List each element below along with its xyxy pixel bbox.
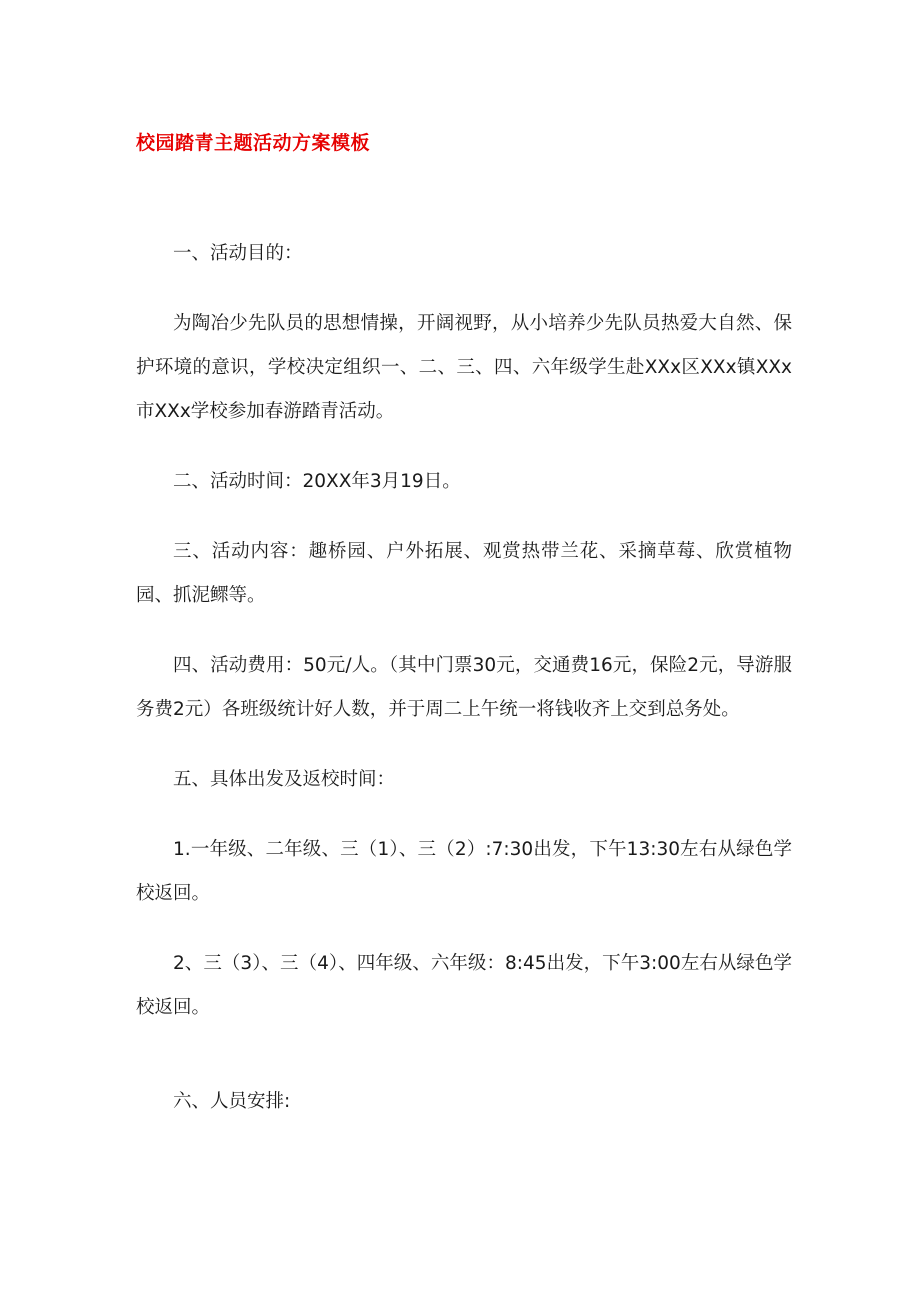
section-heading-purpose: 一、活动目的： <box>173 243 303 264</box>
paragraph-purpose: 为陶冶少先队员的思想情操，开阔视野，从小培养少先队员热爱大自然、保护环境的意识，学校决定组织一、二、三、四、六年级学生赴XXx区XXx镇XXx市XXx学校参加春游踏青活动。 <box>136 313 792 422</box>
section-heading-schedule: 五、具体出发及返校时间： <box>173 769 396 790</box>
paragraph-schedule-2: 2、三（3）、三（4）、四年级、六年级：8:45出发，下午3:00左右从绿色学校返回。 <box>136 953 792 1018</box>
section-heading-staff: 六、人员安排: <box>173 1091 291 1112</box>
paragraph-fees: 四、活动费用：50元/人。（其中门票30元，交通费16元，保险2元，导游服务费2元）各班级统计好人数，并于周二上午统一将钱收齐上交到总务处。 <box>136 655 792 720</box>
document-title: 校园踏青主题活动方案模板 <box>136 132 371 154</box>
paragraph-time: 二、活动时间：20XX年3月19日。 <box>173 471 461 492</box>
paragraph-schedule-1: 1.一年级、二年级、三（1）、三（2）:7:30出发，下午13:30左右从绿色学校返回。 <box>136 839 792 904</box>
paragraph-content: 三、活动内容：趣桥园、户外拓展、观赏热带兰花、采摘草莓、欣赏植物园、抓泥鳏等。 <box>136 541 792 606</box>
